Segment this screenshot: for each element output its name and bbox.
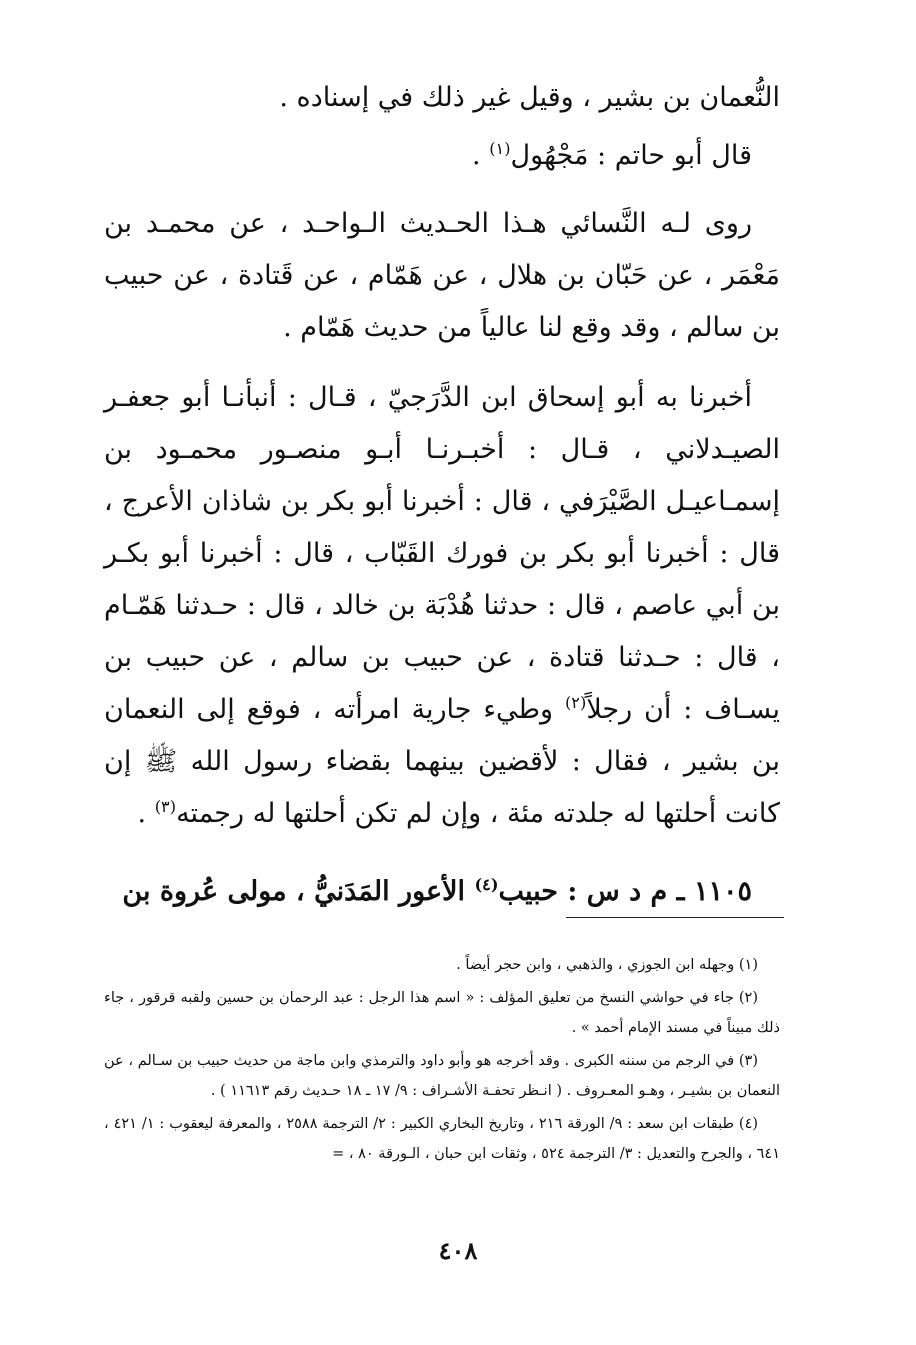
- footnote-3: (٣) في الرجم من سننه الكبرى . وقد أخرجه هو وأبو داود والترمذي وابن ماجة من حديث حبيب بن سـالم ، عن النعمان بن بشيـر ، وهـو المعـروف . ( انـظر تحفـة الأشـراف : ٩/ ١٧ ـ ١٨ حـديث رقم ١١٦١٣ ) .: [104, 1053, 780, 1099]
- footnote-ref-4: (٤): [474, 875, 499, 894]
- paragraph-1: النُّعمان بن بشير ، وقيل غير ذلك في إسناده .: [279, 82, 780, 113]
- paragraph-3: روى لـه النَّسائي هـذا الحـديث الـواحـد ، عن محمـد بن مَعْمَر ، عن حَبّان بن هلال ، عن هَمّام ، عن قَتادة ، عن حبيب بن سالم ، وقد وقع لنا عالياً من حديث هَمّام .: [104, 208, 780, 343]
- page-number: ٤٠٨: [438, 1236, 478, 1265]
- footnote-4: (٤) طبقات ابن سعد : ٩/ الورقة ٢١٦ ، وتاريخ البخاري الكبير : ٢/ الترجمة ٢٥٨٨ ، والمعرفة ليعقوب : ١/ ٤٢١ ، ٦٤١ ، والجرح والتعديل : ٣/ الترجمة ٥٢٤ ، وثقات ابن حبان ، الـورقة ٨٠ ، =: [104, 1116, 780, 1162]
- main-text: [104, 72, 780, 918]
- footnote-ref-1: (١): [489, 139, 511, 158]
- footnote-ref-2: (٢): [564, 693, 587, 712]
- footnote-1: (١) وجهله ابن الجوزي ، والذهبي ، وابن حجر أيضاً .: [456, 957, 758, 973]
- footnotes: [104, 950, 780, 1169]
- footnote-ref-3: (٣): [154, 797, 177, 816]
- footnote-2: (٢) جاء في حواشي النسخ من تعليق المؤلف : « اسم هذا الرجل : عبد الرحمان بن حسين ولقبه قرقور ، جاء ذلك مبيناً في مسند الإمام أحمد » .: [104, 990, 780, 1036]
- footnote-divider: [566, 917, 784, 918]
- entry-heading: ١١٠٥ ـ م د س : حبيب$^{(٤)}$ الأعور المَدَنيُّ ، مولى عُروة بن: [122, 875, 752, 907]
- paragraph-4: أخبرنا به أبو إسحاق ابن الدَّرَجيّ ، قـال : أنبأنـا أبو جعفـر الصيـدلاني ، قـال : أخبـرنـا أبـو منصـور محمـود بن إسمـاعيـل الصَّيْرَفي ، قال : أخبرنا أبو بكر بن شاذان الأعرج ، قال : أخبرنا أبو بكر بن فورك القَبّاب ، قال : أخبرنا أبو بكـر بن أبي عاصم ، قال : حدثنا هُدْبَة بن خالد ، قال : حـدثنا هَمّـام ، قال : حـدثنا قتادة ، عن حبيب بن سالم ، عن حبيب بن يسـاف : أن رجلاً$^{(٢)}$ وطيء جارية امرأته ، فوقع إلى النعمان بن بشير ، فقال : لأقضين بينهما بقضاء رسول الله ﷺ إن كانت أحلتها له جلدته مئة ، وإن لم تكن أحلتها له رجمته$^{(٣)}$ .: [104, 382, 780, 829]
- paragraph-2: قال أبو حاتم : مَجْهُول$^{(١)}$ .: [472, 139, 752, 171]
